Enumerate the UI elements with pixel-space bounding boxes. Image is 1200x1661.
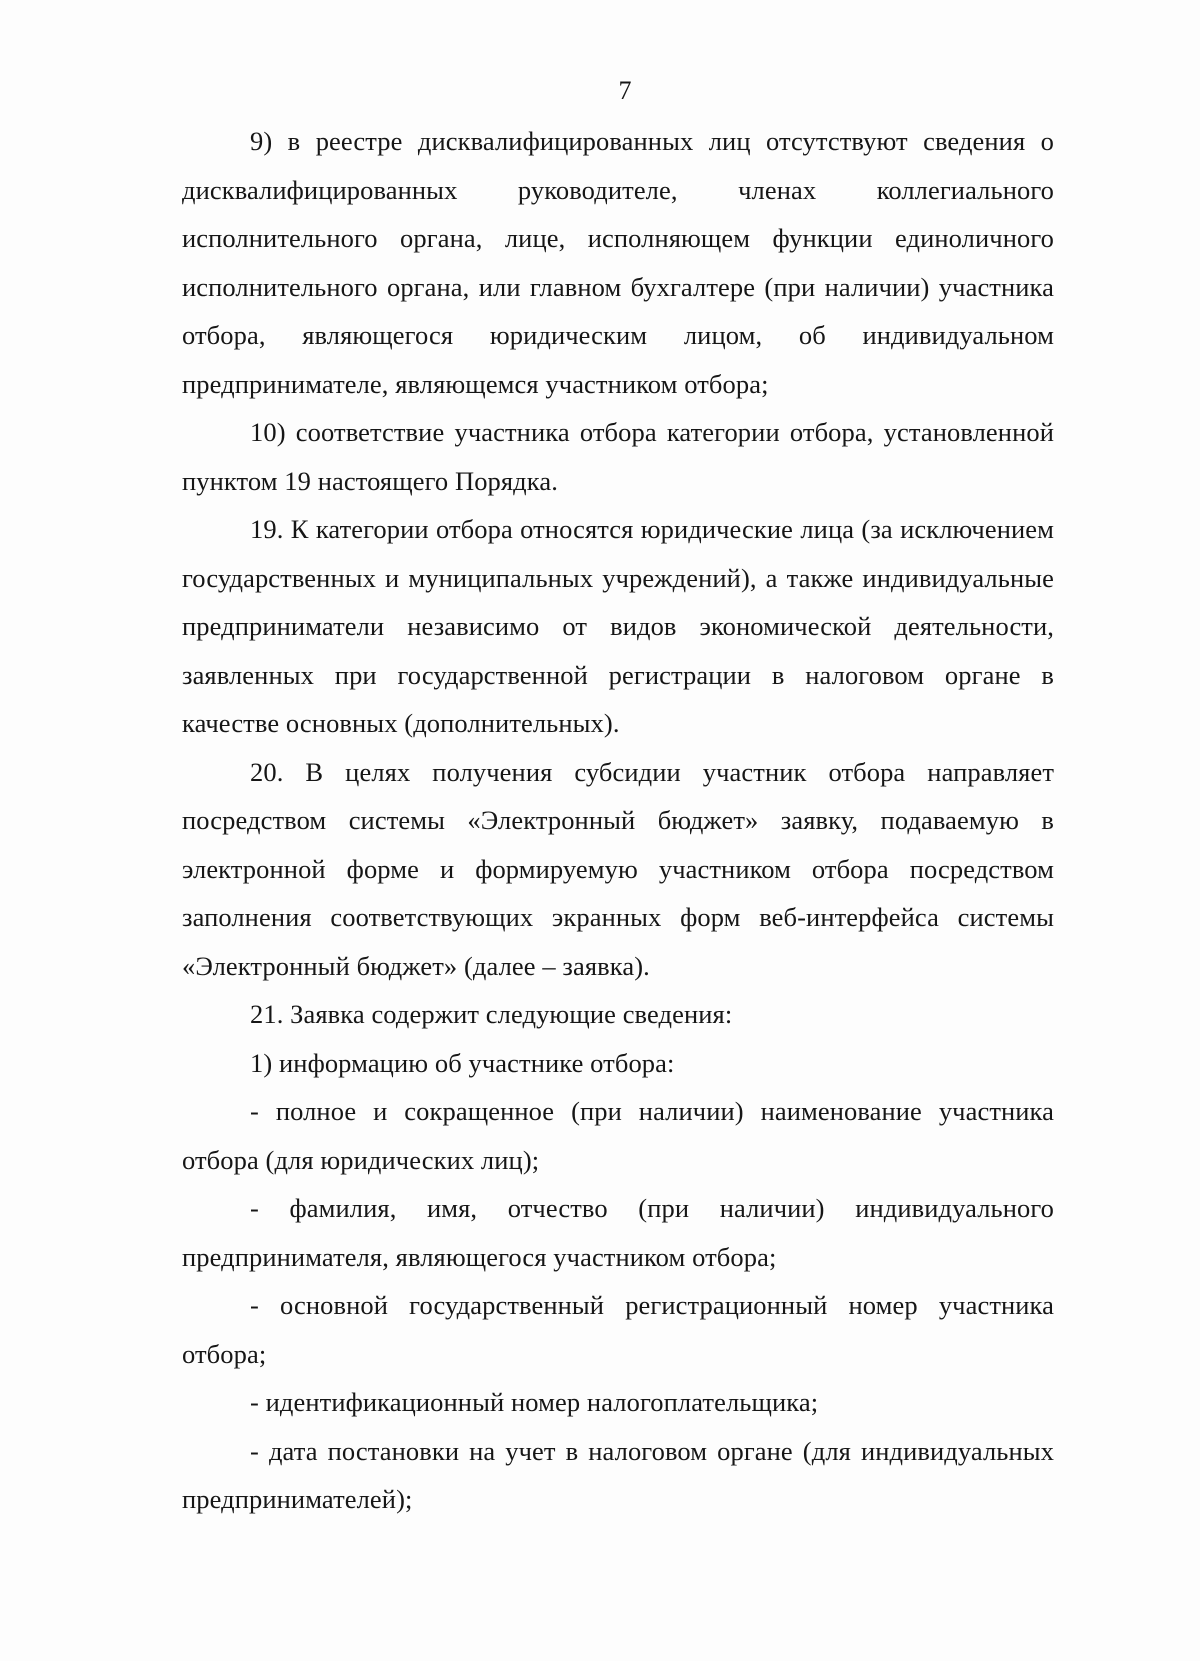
list-item-tax-registration-date: - дата постановки на учет в налоговом органе (для индивидуальных предпринимателей);	[182, 1435, 1054, 1514]
list-item-entrepreneur-name: - фамилия, имя, отчество (при наличии) индивидуального предпринимателя, являющегося участником отбора;	[182, 1193, 1054, 1272]
list-item-ogrn: - основной государственный регистрационный номер участника отбора;	[182, 1290, 1054, 1369]
paragraph-clause-21-application-contents: 21. Заявка содержит следующие сведения:	[250, 999, 733, 1029]
document-body	[182, 117, 1054, 1524]
paragraph-clause-20-application-submission: 20. В целях получения субсидии участник отбора направляет посредством системы «Электронный бюджет» заявку, подаваемую в электронной форме и формируемую участником отбора посредством заполнения соответствующих экранных форм веб-интерфейса системы «Электронный бюджет» (далее – заявка).	[182, 756, 1054, 981]
paragraph-item-9-disqualified-registry: 9) в реестре дисквалифицированных лиц отсутствуют сведения о дисквалифицированных руководителе, членах коллегиального исполнительного органа, лице, исполняющем функции единоличного исполнительного органа, или главном бухгалтере (при наличии) участника отбора, являющегося юридическим лицом, об индивидуальном предпринимателе, являющемся участником отбора;	[182, 126, 1054, 399]
list-item-inn: - идентификационный номер налогоплательщика;	[250, 1387, 819, 1417]
paragraph-clause-19-selection-category: 19. К категории отбора относятся юридические лица (за исключением государственных и муниципальных учреждений), а также индивидуальные предприниматели независимо от видов экономической деятельности, заявленных при государственной регистрации в налоговом органе в качестве основных (дополнительных).	[182, 514, 1054, 738]
list-item-full-name: - полное и сокращенное (при наличии) наименование участника отбора (для юридических лиц);	[182, 1096, 1054, 1175]
paragraph-item-10-category-compliance: 10) соответствие участника отбора категории отбора, установленной пунктом 19 настоящего Порядка.	[182, 417, 1054, 496]
page-number: 7	[618, 76, 632, 105]
paragraph-participant-info: 1) информацию об участнике отбора:	[250, 1047, 675, 1078]
